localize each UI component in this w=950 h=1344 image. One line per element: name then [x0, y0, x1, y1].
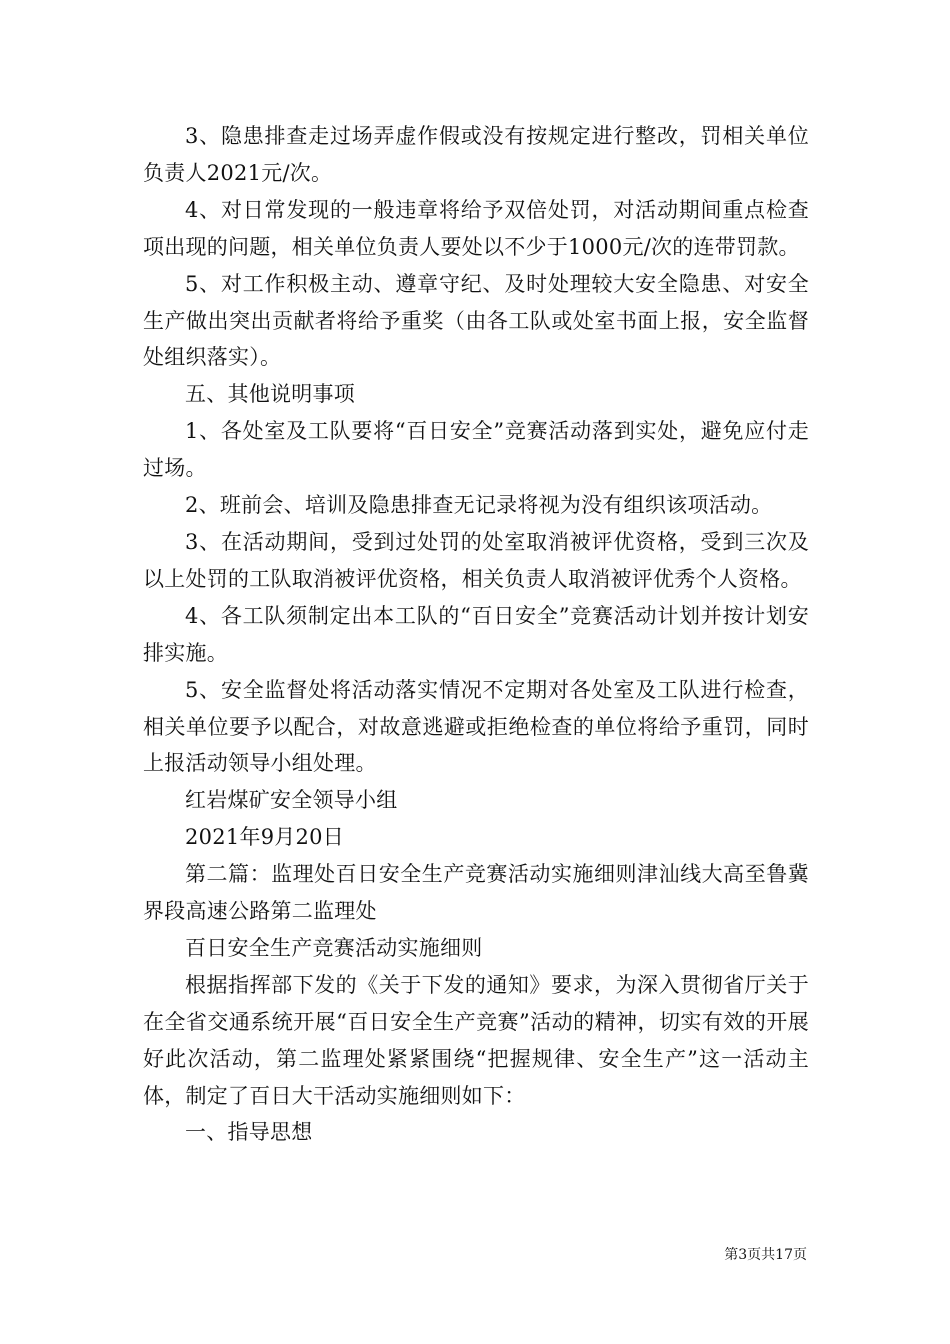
paragraph-reward-5: 5、对工作积极主动、遵章守纪、及时处理较大安全隐患、对安全生产做出突出贡献者将给予重奖（由各工队或处室书面上报，安全监督处组织落实）。: [143, 271, 809, 370]
paragraph-note-2: 2、班前会、培训及隐患排查无记录将视为没有组织该项活动。: [185, 493, 773, 518]
paragraph-note-1: 1、各处室及工队要将“百日安全”竞赛活动落到实处，避免应付走过场。: [143, 419, 809, 481]
signature-date: 2021年9月20日: [185, 825, 345, 850]
paragraph-note-4: 4、各工队须制定出本工队的“百日安全”竞赛活动计划并按计划安排实施。: [143, 603, 809, 665]
signature-organization: 红岩煤矿安全领导小组: [185, 788, 398, 813]
section-heading-guiding-thought: 一、指导思想: [185, 1120, 313, 1145]
paragraph-note-3: 3、在活动期间，受到过处罚的处室取消被评优资格，受到三次及以上处罚的工队取消被评优资格，相关负责人取消被评优秀个人资格。: [143, 529, 809, 591]
document-body: [143, 118, 809, 1151]
second-article-title: 第二篇：监理处百日安全生产竞赛活动实施细则津汕线大高至鲁冀界段高速公路第二监理处: [143, 862, 809, 924]
paragraph-penalty-3: 3、隐患排查走过场弄虚作假或没有按规定进行整改，罚相关单位负责人2021元/次。: [143, 124, 809, 185]
page-number-footer: 第3页共17页: [724, 1247, 807, 1263]
section-heading-other-notes: 五、其他说明事项: [185, 382, 355, 407]
second-article-intro: 根据指挥部下发的《关于下发的通知》要求，为深入贯彻省厅关于在全省交通系统开展“百日安全生产竞赛”活动的精神，切实有效的开展好此次活动，第二监理处紧紧围绕“把握规律、安全生产”这一活动主体，制定了百日大干活动实施细则如下：: [143, 972, 809, 1108]
paragraph-penalty-4: 4、对日常发现的一般违章将给予双倍处罚，对活动期间重点检查项出现的问题，相关单位负责人要处以不少于1000元/次的连带罚款。: [143, 197, 809, 259]
second-article-subtitle: 百日安全生产竞赛活动实施细则: [185, 935, 483, 960]
paragraph-note-5: 5、安全监督处将活动落实情况不定期对各处室及工队进行检查，相关单位要予以配合，对故意逃避或拒绝检查的单位将给予重罚，同时上报活动领导小组处理。: [143, 677, 809, 776]
